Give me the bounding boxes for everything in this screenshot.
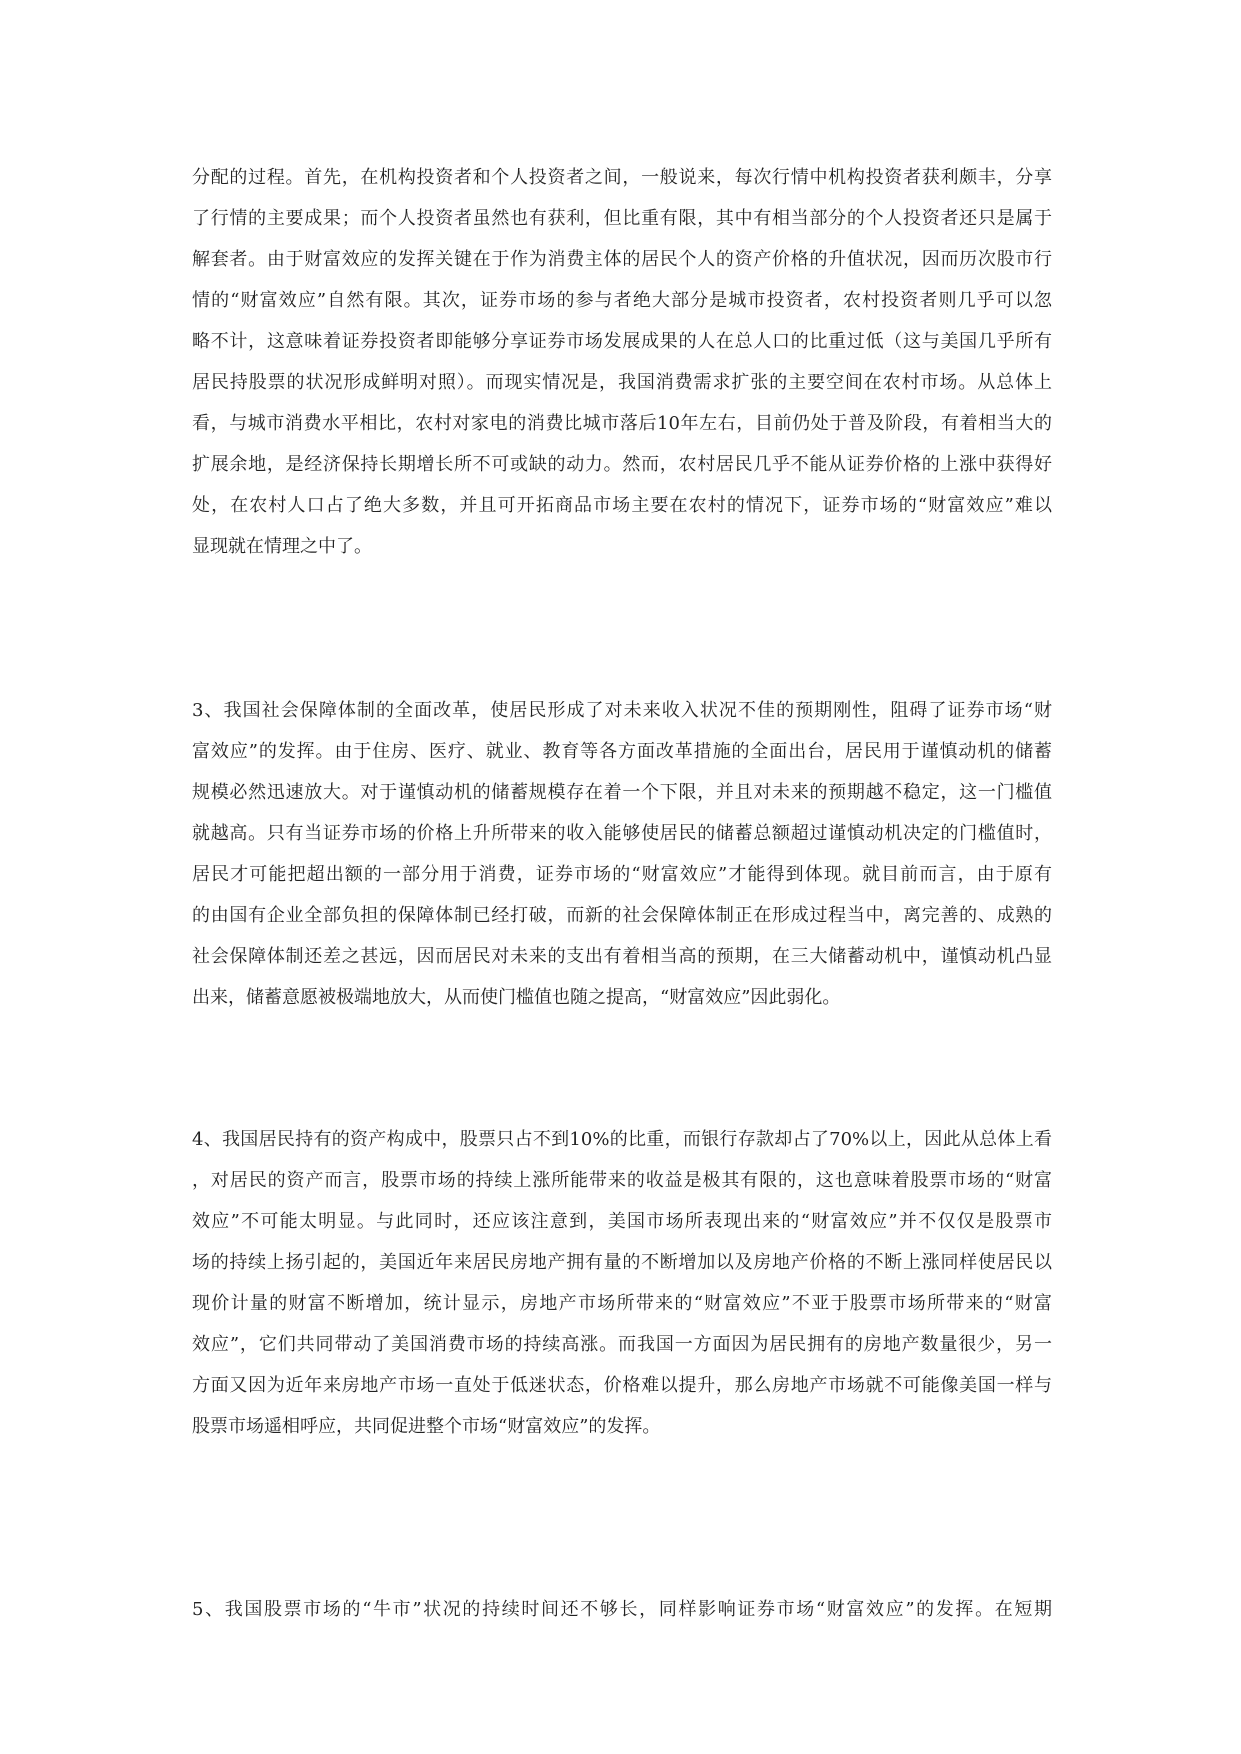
text-line: 场的持续上扬引起的，美国近年来居民房地产拥有量的不断增加以及房地产价格的不断上涨同样使居民以 (192, 1252, 1052, 1273)
text-line: 显现就在情理之中了。 (192, 536, 372, 557)
text-line: ，对居民的资产而言，股票市场的持续上涨所能带来的收益是极其有限的，这也意味着股票市场的“财富 (192, 1170, 1052, 1191)
text-line: 方面又因为近年来房地产市场一直处于低迷状态，价格难以提升，那么房地产市场就不可能像美国一样与 (192, 1375, 1052, 1396)
text-line: 的由国有企业全部负担的保障体制已经打破，而新的社会保障体制正在形成过程当中，离完善的、成熟的 (192, 905, 1052, 926)
text-line: 出来，储蓄意愿被极端地放大，从而使门槛值也随之提高，“财富效应”因此弱化。 (192, 987, 841, 1008)
text-line: 5、我国股票市场的“牛市”状况的持续时间还不够长，同样影响证券市场“财富效应”的发挥。在短期 (192, 1599, 1052, 1620)
text-line: 居民持股票的状况形成鲜明对照）。而现实情况是，我国消费需求扩张的主要空间在农村市场。从总体上 (192, 372, 1052, 393)
text-line: 就越高。只有当证券市场的价格上升所带来的收入能够使居民的储蓄总额超过谨慎动机决定的门槛值时， (192, 823, 1052, 844)
text-line: 富效应”的发挥。由于住房、医疗、就业、教育等各方面改革措施的全面出台，居民用于谨慎动机的储蓄 (192, 741, 1052, 762)
text-line: 效应”，它们共同带动了美国消费市场的持续高涨。而我国一方面因为居民拥有的房地产数量很少，另一 (192, 1334, 1052, 1355)
text-line: 处，在农村人口占了绝大多数，并且可开拓商品市场主要在农村的情况下，证券市场的“财富效应”难以 (192, 495, 1052, 516)
text-line: 分配的过程。首先，在机构投资者和个人投资者之间，一般说来，每次行情中机构投资者获利颇丰，分享 (192, 167, 1052, 188)
text-line: 解套者。由于财富效应的发挥关键在于作为消费主体的居民个人的资产价格的升值状况，因而历次股市行 (192, 249, 1052, 270)
text-line: 规模必然迅速放大。对于谨慎动机的储蓄规模存在着一个下限，并且对未来的预期越不稳定，这一门槛值 (192, 782, 1052, 803)
text-line: 股票市场遥相呼应，共同促进整个市场“财富效应”的发挥。 (192, 1416, 661, 1437)
text-line: 了行情的主要成果；而个人投资者虽然也有获利，但比重有限，其中有相当部分的个人投资者还只是属于 (192, 208, 1052, 229)
paragraph-wealth-distribution (192, 157, 1052, 567)
paragraph-bull-market (192, 1589, 1052, 1630)
paragraph-social-security (192, 690, 1052, 1018)
text-line: 情的“财富效应”自然有限。其次，证券市场的参与者绝大部分是城市投资者，农村投资者则几乎可以忽 (192, 290, 1052, 311)
text-line: 扩展余地，是经济保持长期增长所不可或缺的动力。然而，农村居民几乎不能从证券价格的上涨中获得好 (192, 454, 1052, 475)
paragraph-asset-composition (192, 1119, 1052, 1447)
text-line: 现价计量的财富不断增加，统计显示，房地产市场所带来的“财富效应”不亚于股票市场所带来的“财富 (192, 1293, 1052, 1314)
text-line: 3、我国社会保障体制的全面改革，使居民形成了对未来收入状况不佳的预期刚性，阻碍了证券市场“财 (192, 700, 1052, 721)
text-line: 略不计，这意味着证券投资者即能够分享证券市场发展成果的人在总人口的比重过低（这与美国几乎所有 (192, 331, 1052, 352)
text-line: 居民才可能把超出额的一部分用于消费，证券市场的“财富效应”才能得到体现。就目前而言，由于原有 (192, 864, 1052, 885)
text-line: 社会保障体制还差之甚远，因而居民对未来的支出有着相当高的预期，在三大储蓄动机中，谨慎动机凸显 (192, 946, 1052, 967)
text-line: 效应”不可能太明显。与此同时，还应该注意到，美国市场所表现出来的“财富效应”并不仅仅是股票市 (192, 1211, 1052, 1232)
text-line: 看，与城市消费水平相比，农村对家电的消费比城市落后10年左右，目前仍处于普及阶段，有着相当大的 (192, 413, 1052, 434)
text-line: 4、我国居民持有的资产构成中，股票只占不到10%的比重，而银行存款却占了70%以上，因此从总体上看 (192, 1129, 1052, 1150)
